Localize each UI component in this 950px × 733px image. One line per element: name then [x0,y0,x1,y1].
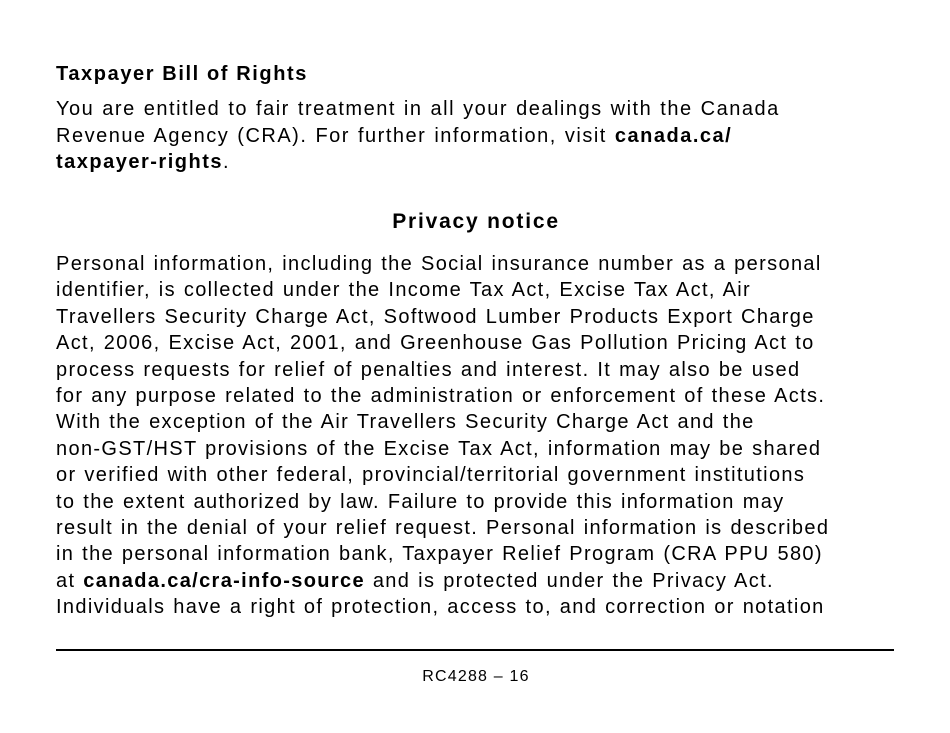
privacy-line: Travellers Security Charge Act, Softwood Lumber Products Export Charge [56,305,815,328]
privacy-line: Individuals have a right of protection, access to, and correction or notation [56,596,825,619]
footer-divider [56,649,894,651]
privacy-line: for any purpose related to the administration or enforcement of these Acts. [56,384,826,407]
taxpayer-rights-paragraph [56,96,780,176]
taxpayer-rights-link[interactable]: canada.ca/ [614,124,733,147]
taxpayer-bill-of-rights-heading: Taxpayer Bill of Rights [56,63,309,85]
privacy-text: and is protected under the Privacy Act. [364,569,774,592]
page-footer-code: RC4288 – 16 [422,668,530,685]
privacy-line: to the extent authorized by law. Failure to provide this information may [56,490,785,513]
privacy-line: result in the denial of your relief request. Personal information is described [56,516,830,539]
privacy-line: non-GST/HST provisions of the Excise Tax Act, information may be shared [56,437,822,460]
document-page [56,0,896,733]
privacy-line [56,568,829,594]
rights-text: Revenue Agency (CRA). For further information, visit [56,124,615,147]
privacy-text: at [56,569,84,592]
privacy-line: process requests for relief of penalties and interest. It may also be used [56,358,801,381]
rights-line: You are entitled to fair treatment in all your dealings with the Canada [56,98,780,120]
privacy-notice-paragraph [56,251,829,620]
taxpayer-rights-link-continued[interactable]: taxpayer-rights [56,151,223,173]
privacy-line: or verified with other federal, provincial/territorial government institutions [56,464,806,487]
privacy-line: Act, 2006, Excise Act, 2001, and Greenhouse Gas Pollution Pricing Act to [56,332,815,355]
rights-period: . [223,151,231,173]
privacy-line: identifier, is collected under the Income Tax Act, Excise Tax Act, Air [56,279,752,302]
cra-info-source-link[interactable]: canada.ca/cra-info-source [83,569,365,592]
privacy-notice-title: Privacy notice [392,210,560,233]
rights-line [56,123,780,150]
privacy-line: in the personal information bank, Taxpayer Relief Program (CRA PPU 580) [56,543,823,566]
rights-line [56,149,780,176]
privacy-line: With the exception of the Air Travellers Security Charge Act and the [56,411,755,434]
privacy-line: Personal information, including the Social insurance number as a personal [56,253,822,275]
